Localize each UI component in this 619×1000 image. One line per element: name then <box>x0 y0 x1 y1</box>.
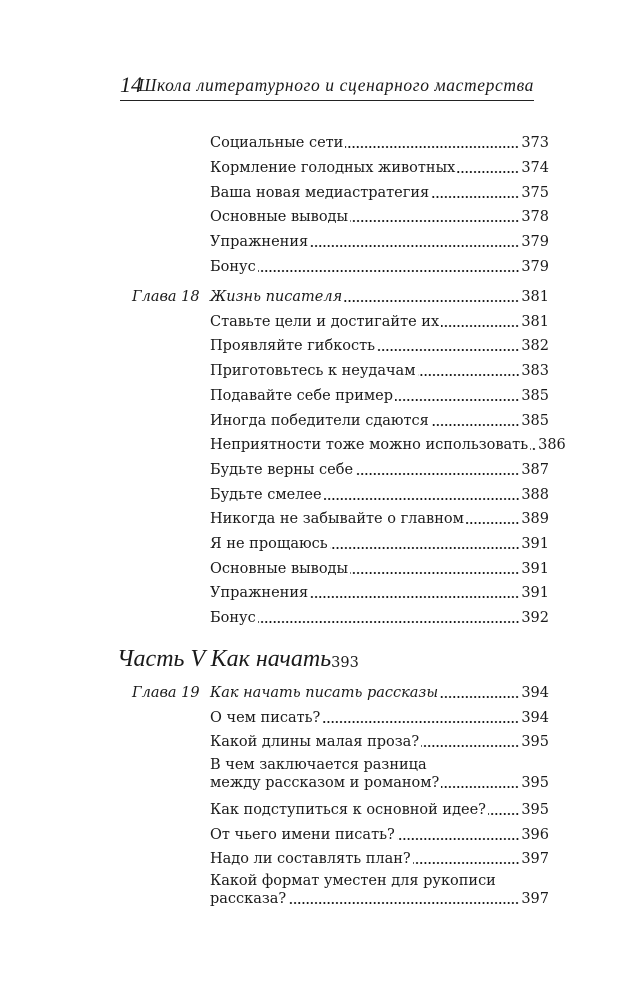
toc-entry-page: 391 <box>521 585 549 601</box>
toc-entry-page: 397 <box>521 891 549 907</box>
dot-leader <box>344 300 519 302</box>
dot-leader <box>431 196 519 198</box>
toc-entry-title: Будьте смелее <box>210 487 322 503</box>
toc-entry-title: Социальные сети <box>210 135 344 151</box>
toc-entry-page: 391 <box>521 536 549 552</box>
toc-entry-page: 387 <box>521 462 549 478</box>
toc-entry-page: 397 <box>521 851 549 867</box>
toc-entry-page: 381 <box>521 314 549 330</box>
toc-entry-line2 <box>210 890 549 908</box>
toc-entry-title: Приготовьтесь к неудачам <box>210 363 416 379</box>
toc-entry <box>210 703 549 727</box>
toc-entry <box>210 820 549 844</box>
dot-leader <box>330 547 520 549</box>
dot-leader <box>355 473 519 475</box>
toc-entry-title: Никогда не забывайте о главном <box>210 511 464 527</box>
toc-entry <box>210 406 549 430</box>
toc-entry-multiline <box>210 872 549 908</box>
toc-entry <box>210 430 566 454</box>
dot-leader <box>441 325 519 327</box>
toc-entry <box>210 153 549 177</box>
chapter-entry <box>210 282 549 306</box>
dot-leader <box>397 838 520 840</box>
dot-leader <box>466 522 519 524</box>
toc-entry-page: 395 <box>521 775 549 791</box>
toc-entry-page: 395 <box>521 802 549 818</box>
toc-entry-multiline <box>210 756 549 792</box>
toc-entry-page: 373 <box>521 135 549 151</box>
toc-entry-title: Я не прощаюсь <box>210 536 328 552</box>
toc-entry-title: Надо ли составлять план? <box>210 851 411 867</box>
dot-leader <box>530 448 536 450</box>
toc-entry-title-line1: Какой формат уместен для рукописи <box>210 873 496 889</box>
toc-entry <box>210 178 549 202</box>
dot-leader <box>431 424 520 426</box>
dot-leader <box>324 498 520 500</box>
toc-entry-page: 385 <box>521 413 549 429</box>
dot-leader <box>258 621 520 623</box>
page-number: 14 <box>120 72 142 97</box>
toc-entry-page: 392 <box>521 610 549 626</box>
toc-entry-page: 375 <box>521 185 549 201</box>
dot-leader <box>322 721 519 723</box>
toc-entry-line2 <box>210 774 549 792</box>
toc-entry-page: 385 <box>521 388 549 404</box>
toc-entry-title: Неприятности тоже можно использовать <box>210 437 529 453</box>
toc-entry-page: 386 <box>538 437 566 453</box>
toc-entry-page: 374 <box>521 160 549 176</box>
toc-entry-title: Бонус <box>210 259 256 275</box>
toc-entry-page: 389 <box>521 511 549 527</box>
dot-leader <box>413 862 520 864</box>
toc-entry-page: 396 <box>521 827 549 843</box>
toc-entry <box>210 844 549 868</box>
dot-leader <box>377 349 519 351</box>
dot-leader <box>440 696 519 698</box>
part-title: Часть V Как начать <box>117 646 332 672</box>
toc-entry-page: 394 <box>521 710 549 726</box>
toc-entry <box>210 128 549 152</box>
dot-leader <box>350 572 519 574</box>
toc-entry <box>210 480 549 504</box>
toc-entry-title: Иногда победители сдаются <box>210 413 429 429</box>
toc-entry <box>210 227 549 251</box>
toc-entry <box>210 529 549 553</box>
toc-entry-page: 379 <box>521 259 549 275</box>
toc-entry-title: Кормление голодных животных <box>210 160 456 176</box>
toc-entry-title: Какой длины малая проза? <box>210 734 420 750</box>
chapter-title: Жизнь писателя <box>210 289 343 305</box>
toc-entry <box>210 381 549 405</box>
toc-entry <box>210 504 549 528</box>
toc-entry <box>210 252 549 276</box>
toc-entry-page: 388 <box>521 487 549 503</box>
chapter-label: Глава 18 <box>132 289 200 305</box>
toc-entry <box>210 202 549 226</box>
dot-leader <box>350 220 519 222</box>
toc-entry-page: 379 <box>521 234 549 250</box>
dot-leader <box>310 245 519 247</box>
toc-entry <box>210 795 549 819</box>
running-header <box>120 68 534 101</box>
toc-entry-page: 382 <box>521 338 549 354</box>
toc-entry-page: 391 <box>521 561 549 577</box>
toc-entry <box>210 603 549 627</box>
part-heading <box>117 637 549 673</box>
chapter-page: 381 <box>521 289 549 305</box>
toc-entry-title: Как подступиться к основной идее? <box>210 802 486 818</box>
toc-entry-title: Ставьте цели и достигайте их <box>210 314 440 330</box>
chapter-page: 394 <box>521 685 549 701</box>
toc-entry-title-line1: В чем заключается разница <box>210 757 427 773</box>
dot-leader <box>441 786 519 788</box>
toc-entry-title: между рассказом и романом? <box>210 775 440 791</box>
toc-entry <box>210 455 549 479</box>
toc-entry-page: 395 <box>521 734 549 750</box>
toc-entry-page: 378 <box>521 209 549 225</box>
toc-entry <box>210 331 549 355</box>
toc-entry-title: Проявляйте гибкость <box>210 338 376 354</box>
chapter-title: Как начать писать рассказы <box>210 685 439 701</box>
chapter-label: Глава 19 <box>132 685 200 701</box>
toc-entry <box>210 554 549 578</box>
dot-leader <box>310 596 519 598</box>
toc-entry-title: рассказа? <box>210 891 287 907</box>
dot-leader <box>345 146 519 148</box>
toc-entry-page: 383 <box>521 363 549 379</box>
running-title: Школа литературного и сценарного мастерства <box>138 75 534 95</box>
toc-entry <box>210 727 549 751</box>
toc-entry-title: Бонус <box>210 610 256 626</box>
toc-entry <box>210 356 549 380</box>
dot-leader <box>421 745 519 747</box>
toc-entry-title: Упражнения <box>210 234 309 250</box>
dot-leader <box>488 813 519 815</box>
toc-entry-title: Основные выводы <box>210 561 349 577</box>
part-page: 393 <box>331 655 359 671</box>
dot-leader <box>258 270 520 272</box>
dot-leader <box>395 399 519 401</box>
dot-leader <box>418 374 520 376</box>
dot-leader <box>288 902 519 904</box>
toc-entry-title: Основные выводы <box>210 209 349 225</box>
toc-entry-title: Будьте верны себе <box>210 462 354 478</box>
toc-entry-title: Ваша новая медиастратегия <box>210 185 430 201</box>
toc-entry-title: О чем писать? <box>210 710 321 726</box>
dot-leader <box>457 171 519 173</box>
toc-entry <box>210 578 549 602</box>
toc-entry <box>210 307 549 331</box>
toc-entry-title: От чьего имени писать? <box>210 827 395 843</box>
toc-entry-title: Подавайте себе пример <box>210 388 394 404</box>
toc-entry-title: Упражнения <box>210 585 309 601</box>
chapter-entry <box>210 678 549 702</box>
